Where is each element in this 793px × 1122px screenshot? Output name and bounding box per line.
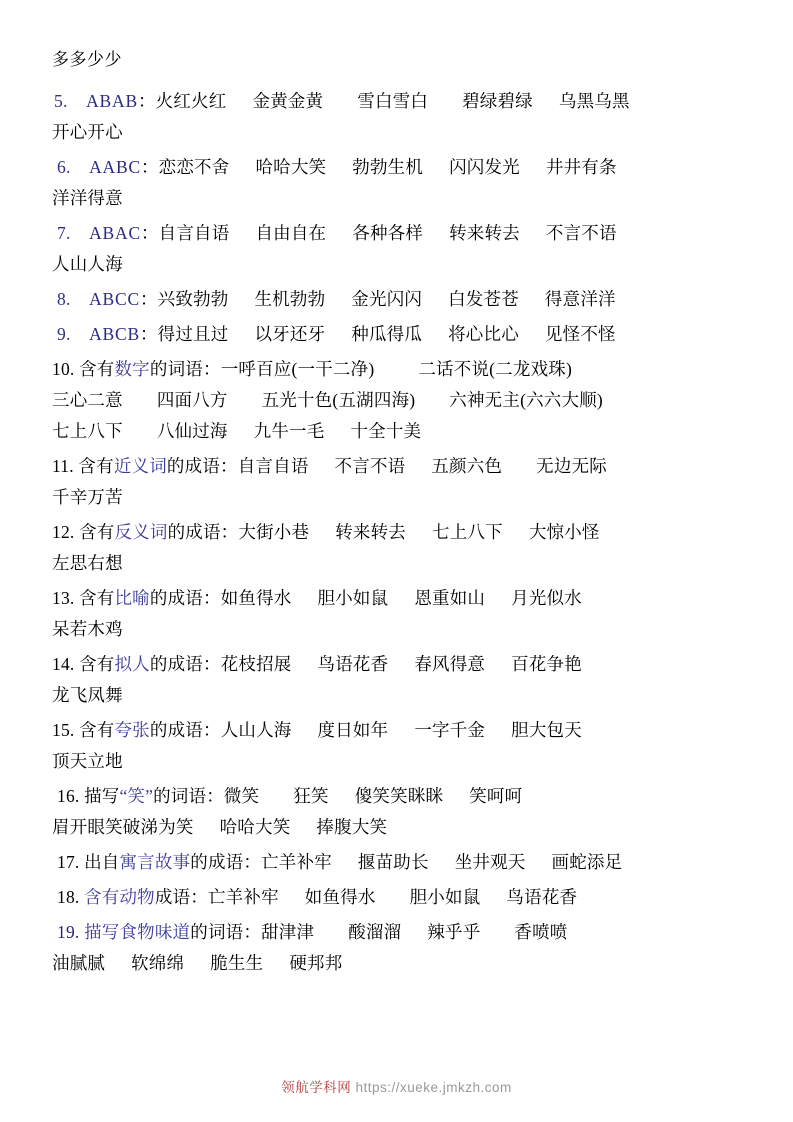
- entry-wrap-line: [52, 249, 741, 280]
- entry-item: 亡羊补牢: [207, 887, 279, 907]
- entry-colon: ：: [139, 289, 158, 309]
- entry-prefix: 含有: [79, 359, 115, 379]
- entry-number: 10.: [52, 359, 75, 379]
- entry-item: 月光似水: [511, 588, 582, 608]
- entry-item: 恋恋不舍: [158, 157, 230, 177]
- entry-item: 亡羊补牢: [261, 852, 332, 872]
- entry-pattern: ABCB: [89, 324, 140, 344]
- entry-suffix: 的成语：: [190, 852, 262, 872]
- entry-item: 闪闪发光: [449, 157, 520, 177]
- entry-item: 微笑: [223, 786, 260, 806]
- entry-item: 火红火红: [155, 91, 227, 111]
- entry-item: 油腻腻: [52, 953, 106, 973]
- page-title: 多多少少: [52, 50, 122, 69]
- entry-item: 大街小巷: [238, 522, 310, 542]
- entry-item: 酸溜溜: [348, 922, 402, 942]
- entry-number: 13.: [52, 588, 75, 608]
- entry-suffix: 的成语：: [149, 654, 221, 674]
- entry-item: 碧绿碧绿: [462, 91, 533, 111]
- entry-number: 5.: [54, 91, 68, 111]
- entry-item: 如鱼得水: [220, 588, 292, 608]
- list-item: [52, 86, 741, 148]
- entry-wrap-line: [52, 416, 741, 447]
- entry-item: 香喷喷: [514, 922, 568, 942]
- entry-item: 呆若木鸡: [52, 619, 123, 639]
- entry-number: 18.: [57, 887, 80, 907]
- entry-item: 五光十色(五湖四海): [261, 390, 416, 410]
- entry-item: 种瓜得瓜: [351, 324, 423, 344]
- list-item: [52, 781, 741, 843]
- entry-item: 度日如年: [317, 720, 389, 740]
- entry-item: 八仙过海: [156, 421, 228, 441]
- entry-item: 乌黑乌黑: [558, 91, 630, 111]
- entry-item: 四面八方: [156, 390, 228, 410]
- entry-item: 硬邦邦: [289, 953, 343, 973]
- entry-item: 九牛一毛: [253, 421, 325, 441]
- entry-item: 甜津津: [261, 922, 315, 942]
- entry-item: 春风得意: [414, 654, 486, 674]
- entry-suffix: 的词语：: [149, 359, 221, 379]
- entry-item: 十全十美: [350, 421, 422, 441]
- entry-number: 17.: [57, 852, 80, 872]
- entry-wrap-line: [52, 614, 741, 645]
- entry-keyword: 拟人: [114, 654, 150, 674]
- entry-item: 转来转去: [449, 223, 520, 243]
- entry-item: 人山人海: [220, 720, 292, 740]
- entry-item: 鸟语花香: [317, 654, 389, 674]
- entry-item: 眉开眼笑破涕为笑: [52, 817, 194, 837]
- entry-item: 软绵绵: [131, 953, 185, 973]
- entry-number: 9.: [57, 324, 71, 344]
- entry-item: 画蛇添足: [551, 852, 623, 872]
- entry-item: 鸟语花香: [506, 887, 578, 907]
- entry-item: 一字千金: [414, 720, 486, 740]
- entry-prefix: 含有: [78, 456, 114, 476]
- entry-pattern: ABAB: [86, 91, 138, 111]
- list-item: [52, 517, 741, 579]
- entry-pattern: ABCC: [89, 289, 140, 309]
- entry-item: 七上八下: [432, 522, 503, 542]
- list-item: [52, 284, 741, 315]
- entry-number: 16.: [57, 786, 80, 806]
- entry-keyword: 含有动物: [84, 887, 155, 907]
- entry-item: 生机勃勃: [254, 289, 326, 309]
- entry-item: 胆大包天: [511, 720, 582, 740]
- entry-item: 辣乎乎: [427, 922, 481, 942]
- list-item: [52, 218, 741, 280]
- list-item: [52, 451, 741, 513]
- entry-item: 自言自语: [158, 223, 230, 243]
- entry-wrap-line: [52, 117, 741, 148]
- entry-item: 不言不语: [545, 223, 617, 243]
- entry-suffix: 的成语：: [166, 456, 238, 476]
- list-item: [52, 354, 741, 447]
- list-item: [52, 649, 741, 711]
- watermark-site-name: 领航学科网: [281, 1080, 352, 1095]
- list-item: [52, 583, 741, 645]
- entry-keyword: 寓言故事: [119, 852, 191, 872]
- list-item: [52, 847, 741, 878]
- entry-wrap-line: [52, 482, 741, 513]
- entry-item: 哈哈大笑: [219, 817, 291, 837]
- entry-item: 六神无主(六六大顺): [449, 390, 603, 410]
- entry-item: 井井有条: [545, 157, 617, 177]
- entry-suffix: 的词语：: [190, 922, 262, 942]
- entry-prefix: 出自: [84, 852, 120, 872]
- entry-number: 8.: [57, 289, 71, 309]
- entry-number: 19.: [57, 922, 80, 942]
- list-item: [52, 715, 741, 777]
- entry-item: 恩重如山: [414, 588, 486, 608]
- entry-item: 左思右想: [52, 553, 123, 573]
- entry-colon: ：: [140, 157, 159, 177]
- entry-item: 傻笑笑眯眯: [354, 786, 444, 806]
- entry-item: 白发苍苍: [448, 289, 519, 309]
- entry-colon: ：: [139, 324, 158, 344]
- entry-colon: ：: [137, 91, 156, 111]
- entry-suffix: 的词语：: [153, 786, 224, 806]
- entry-item: 得意洋洋: [544, 289, 616, 309]
- entry-item: 揠苗助长: [357, 852, 429, 872]
- entry-item: 一呼百应(一干二净): [220, 359, 375, 379]
- entry-number: 6.: [57, 157, 71, 177]
- entry-item: 笑呵呵: [469, 786, 523, 806]
- entry-item: 勃勃生机: [352, 157, 424, 177]
- entry-item: 金黄金黄: [252, 91, 324, 111]
- entry-number: 11.: [52, 456, 74, 476]
- entry-item: 狂笑: [293, 786, 329, 806]
- entry-keyword: 数字: [114, 359, 150, 379]
- entry-item: 自由自在: [255, 223, 327, 243]
- entry-prefix: 含有: [79, 654, 115, 674]
- entry-item: 坐井观天: [454, 852, 526, 872]
- entry-item: 无边无际: [536, 456, 607, 476]
- entry-item: 捧腹大笑: [316, 817, 388, 837]
- entry-item: 百花争艳: [511, 654, 582, 674]
- entry-number: 15.: [52, 720, 75, 740]
- entry-item: 三心二意: [52, 390, 123, 410]
- entry-item: 自言自语: [237, 456, 309, 476]
- entry-item: 五颜六色: [431, 456, 503, 476]
- entry-item: 转来转去: [335, 522, 407, 542]
- entry-wrap-line: [52, 948, 741, 979]
- entry-suffix: 的成语：: [149, 720, 221, 740]
- entry-keyword: 反义词: [114, 522, 168, 542]
- entry-number: 7.: [57, 223, 71, 243]
- entry-item: 见怪不怪: [544, 324, 616, 344]
- entry-wrap-line: [52, 183, 741, 214]
- entry-keyword: 描写食物味道: [84, 922, 191, 942]
- entry-item: 脆生生: [210, 953, 264, 973]
- entry-prefix: 含有: [79, 720, 115, 740]
- entry-item: 七上八下: [52, 421, 123, 441]
- entry-item: 金光闪闪: [351, 289, 423, 309]
- entry-item: 各种各样: [352, 223, 424, 243]
- entry-item: 得过且过: [157, 324, 229, 344]
- entry-wrap-line: [52, 746, 741, 777]
- entry-item: 千辛万苦: [52, 487, 123, 507]
- entry-item: 如鱼得水: [304, 887, 376, 907]
- entry-keyword: “笑”: [119, 786, 154, 806]
- entry-item: 开心开心: [52, 122, 123, 142]
- entry-suffix: 成语：: [154, 887, 208, 907]
- entry-item: 二话不说(二龙戏珠): [418, 359, 572, 379]
- entry-item: 大惊小怪: [528, 522, 600, 542]
- entry-pattern: ABAC: [89, 223, 141, 243]
- entry-wrap-line: [52, 385, 741, 416]
- entry-pattern: AABC: [89, 157, 141, 177]
- entry-wrap-line: [52, 548, 741, 579]
- entry-item: 将心比心: [448, 324, 519, 344]
- entry-item: 雪白雪白: [357, 91, 429, 111]
- entry-item: 哈哈大笑: [255, 157, 327, 177]
- entry-keyword: 近义词: [113, 456, 167, 476]
- entry-item: 顶天立地: [52, 751, 123, 771]
- entry-number: 12.: [52, 522, 75, 542]
- entry-item: 兴致勃勃: [157, 289, 229, 309]
- entry-prefix: 含有: [79, 522, 115, 542]
- entry-suffix: 的成语：: [167, 522, 239, 542]
- entry-suffix: 的成语：: [149, 588, 221, 608]
- entry-prefix: 含有: [79, 588, 115, 608]
- entry-keyword: 夸张: [114, 720, 150, 740]
- entry-item: 以牙还牙: [254, 324, 326, 344]
- entry-colon: ：: [140, 223, 159, 243]
- entry-keyword: 比喻: [114, 588, 150, 608]
- entry-item: 花枝招展: [220, 654, 292, 674]
- list-item: [52, 917, 741, 979]
- watermark: [0, 1076, 793, 1096]
- entry-item: 人山人海: [52, 254, 123, 274]
- entry-item: 胆小如鼠: [409, 887, 481, 907]
- watermark-url: https://xueke.jmkzh.com: [355, 1080, 512, 1095]
- entry-item: 洋洋得意: [52, 188, 123, 208]
- entry-number: 14.: [52, 654, 75, 674]
- entry-wrap-line: [52, 812, 741, 843]
- entry-item: 龙飞凤舞: [52, 685, 123, 705]
- list-item: [52, 152, 741, 214]
- entry-prefix: 描写: [84, 786, 120, 806]
- list-item: [52, 319, 741, 350]
- entry-item: 胆小如鼠: [317, 588, 389, 608]
- entry-item: 不言不语: [334, 456, 406, 476]
- entry-wrap-line: [52, 680, 741, 711]
- list-item: [52, 882, 741, 913]
